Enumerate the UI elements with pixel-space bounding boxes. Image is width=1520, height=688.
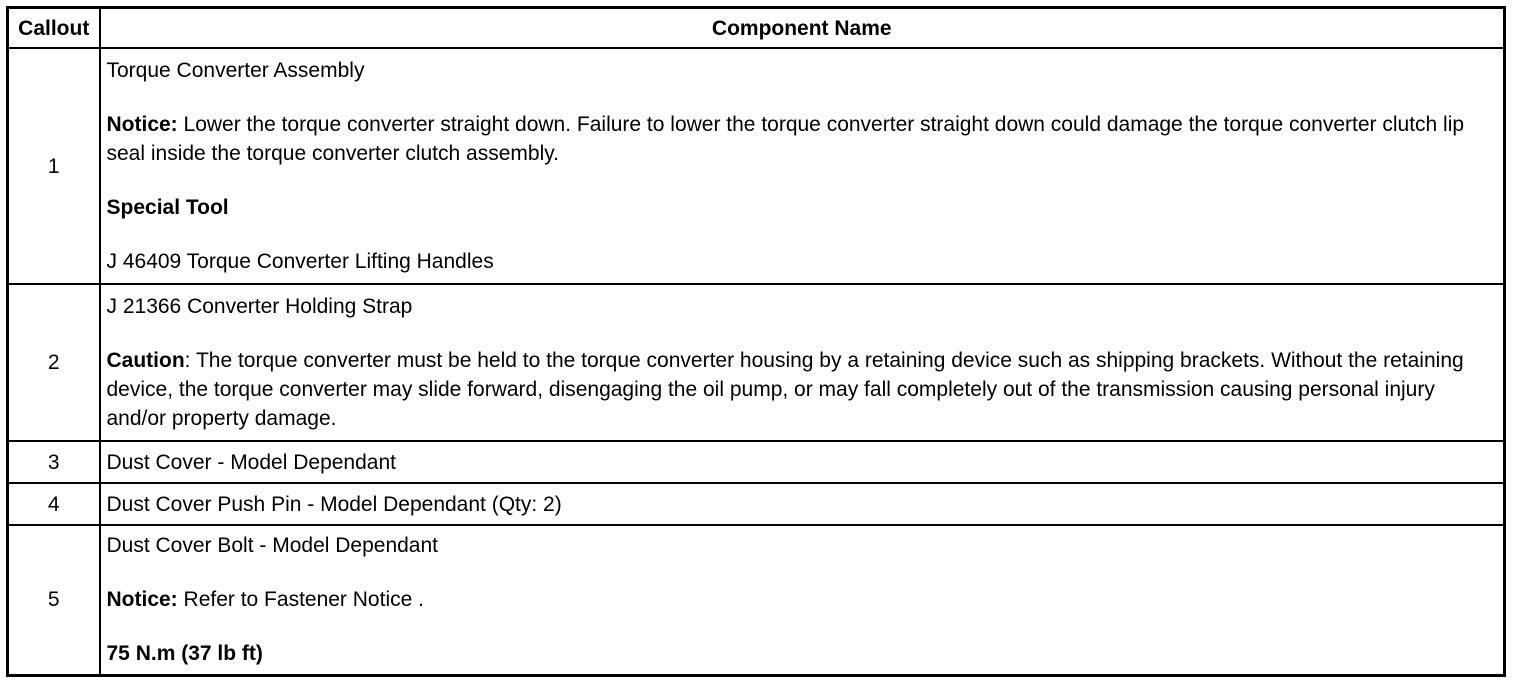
notice-label: Notice: bbox=[106, 113, 178, 136]
callout-number: 5 bbox=[8, 525, 100, 675]
table-header-row bbox=[8, 8, 1505, 49]
component-name-header: Component Name bbox=[100, 8, 1505, 49]
component-title: Dust Cover Bolt - Model Dependant bbox=[106, 534, 438, 558]
table-row bbox=[8, 525, 1505, 675]
table-row bbox=[8, 48, 1505, 284]
component-description bbox=[100, 284, 1505, 441]
table-row bbox=[8, 483, 1505, 525]
torque-spec: 75 N.m (37 lb ft) bbox=[106, 642, 263, 666]
table-row bbox=[8, 441, 1505, 483]
component-description bbox=[100, 525, 1505, 675]
notice-label: Notice: bbox=[106, 588, 178, 612]
special-tool-text: J 46409 Torque Converter Lifting Handles bbox=[106, 250, 494, 273]
callout-number: 1 bbox=[8, 48, 100, 284]
caution-paragraph bbox=[107, 346, 1498, 433]
special-tool-label: Special Tool bbox=[106, 196, 229, 219]
notice-text: Refer to Fastener Notice . bbox=[177, 588, 424, 612]
component-title: Torque Converter Assembly bbox=[106, 59, 365, 82]
component-title: J 21366 Converter Holding Strap bbox=[106, 295, 413, 318]
callout-number: 4 bbox=[8, 483, 100, 525]
notice-paragraph bbox=[107, 110, 1498, 168]
notice-text: Lower the torque converter straight down. Failure to lower the torque converter straight down could damage the torque converter clutch lip seal inside the torque converter clutch assembly. bbox=[106, 113, 1465, 165]
component-table bbox=[6, 6, 1506, 677]
callout-number: 3 bbox=[8, 441, 100, 483]
caution-label: Caution bbox=[106, 349, 185, 372]
callout-number: 2 bbox=[8, 284, 100, 441]
callout-header: Callout bbox=[8, 8, 100, 49]
table-row bbox=[8, 284, 1505, 441]
caution-text: : The torque converter must be held to the torque converter housing by a retaining device such as shipping brackets. Without the retaining device, the torque converter may slide forward, disengaging the oil pump, or may fall completely out of the transmission causing personal injury and/or property damage. bbox=[106, 349, 1464, 430]
component-description bbox=[100, 48, 1505, 284]
component-title: Dust Cover Push Pin - Model Dependant (Qty: 2) bbox=[100, 483, 1505, 525]
notice-paragraph bbox=[107, 585, 1498, 614]
component-title: Dust Cover - Model Dependant bbox=[100, 441, 1505, 483]
